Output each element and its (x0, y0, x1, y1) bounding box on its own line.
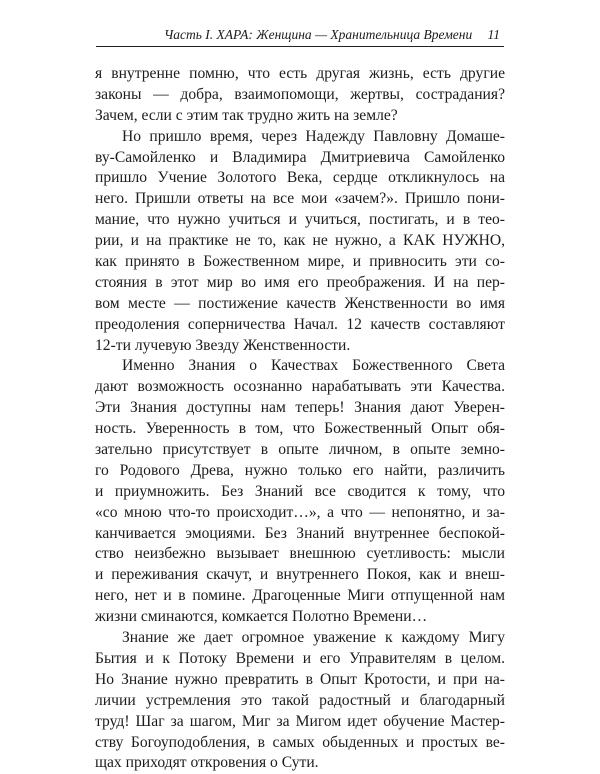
text-line: ству Богоуподобления, в самых обыденных и простых ве- (95, 733, 505, 751)
text-line: мание, что нужно учиться и учиться, постигать, и в тео- (95, 211, 505, 229)
text-line: него, нет и в помине. Драгоценные Миги отпущенной нам (95, 587, 505, 605)
text-line: Зачем, если с этим так трудно жить на земле? (95, 106, 398, 124)
body-text (95, 64, 505, 774)
header-rule (96, 46, 504, 47)
running-head (96, 25, 504, 45)
text-line: как принято в Божественном мире, и привносить эти со- (95, 253, 505, 271)
text-line: канчивается эмоциями. Без Знаний внутреннее беспокой- (95, 524, 505, 542)
text-line: личии устремления это такой радостный и благодарный (95, 691, 505, 709)
text-line: стояния в этот мир во имя его преображения. И на пер- (95, 273, 505, 291)
page-number: 11 (487, 27, 500, 42)
text-line: рии, и на практике не то, как не нужно, а КАК НУЖНО, (95, 232, 505, 250)
text-line: ву-Самойленко и Владимира Дмитриевича Самойленко (95, 148, 505, 166)
text-line: Именно Знания о Качествах Божественного Света (122, 357, 505, 375)
text-line: пришло Учение Золотого Века, сердце откликнулось на (95, 169, 505, 187)
text-line: труд! Шаг за шагом, Миг за Мигом идет обучение Мастер- (95, 712, 505, 730)
text-line: щах приходят откровения о Сути. (95, 754, 319, 772)
text-line: и переживания скачут, и внутреннего Покоя, как и внеш- (95, 566, 505, 584)
text-line: Знание же дает огромное уважение к каждому Мигу (122, 629, 505, 647)
text-line: ство неизбежно вызывает внешнюю суетливость: мысли (95, 545, 505, 563)
text-line: зательно присутствует в опыте личном, в опыте земно- (95, 441, 505, 459)
running-head-title: Часть I. ХАРА: Женщина — Хранительница Времени (164, 27, 473, 42)
text-line: и приумножить. Без Знаний все сводится к тому, что (95, 482, 505, 500)
text-line: законы — добра, взаимопомощи, жертвы, сострадания? (95, 85, 505, 103)
text-line: Но пришло время, через Надежду Павловну Домаше- (122, 127, 505, 145)
text-line: Бытия и к Потоку Времени и его Управителям в целом. (95, 649, 505, 667)
text-line: вом месте — постижение качеств Женственности во имя (95, 294, 505, 312)
text-line: Но Знание нужно превратить в Опыт Кротости, и при на- (95, 670, 505, 688)
text-line: го Родового Древа, нужно только его найти, различить (95, 461, 505, 479)
text-line: 12-ти лучевую Звезду Женственности. (95, 336, 351, 354)
text-line: ность. Уверенность в том, что Божественный Опыт обя- (95, 420, 505, 438)
text-line: я внутренне помню, что есть другая жизнь, есть другие (95, 65, 505, 82)
text-line: дают возможность осознанно нарабатывать эти Качества. (95, 378, 505, 396)
text-line: Эти Знания доступны нам теперь! Знания дают Уверен- (95, 399, 505, 417)
text-line: «со мною что-то происходит…», а что — непонятно, и за- (95, 503, 505, 521)
text-line: преодоления соперничества Начал. 12 качеств составляют (95, 315, 505, 333)
text-line: жизни сминаются, комкается Полотно Времени… (95, 608, 428, 626)
text-line: него. Пришли ответы на все мои «зачем?». Пришло пони- (95, 190, 505, 208)
